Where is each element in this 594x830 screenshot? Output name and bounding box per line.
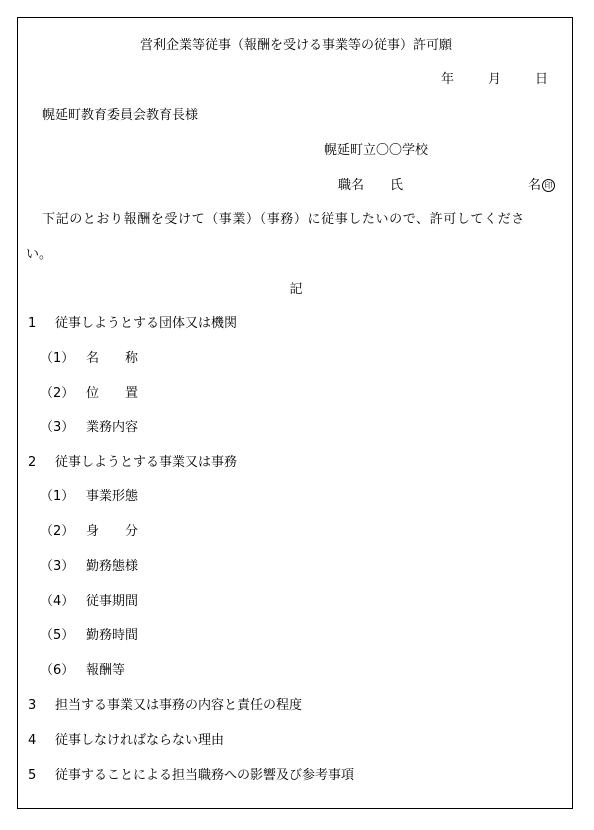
section-text: 担当する事業又は事務の内容と責任の程度: [55, 698, 303, 713]
section-item: [28, 698, 302, 714]
body-text-line-2: い。: [26, 247, 53, 262]
section-text: 従事しなければならない理由: [55, 733, 225, 748]
sub-text: 勤務態様: [86, 559, 139, 574]
sub-number: （5）: [40, 628, 75, 643]
signature-title-label: 職名 氏: [338, 178, 404, 193]
addressee: 幌延町教育委員会教育長様: [42, 108, 199, 123]
body-text-line-1: 下記のとおり報酬を受けて（事業）（事務）に従事したいので、許可してくださ: [42, 212, 525, 227]
sub-item: [40, 559, 138, 575]
sub-item: [40, 420, 138, 436]
section-item: [28, 768, 354, 784]
sub-item: [40, 489, 138, 505]
sub-number: （2）: [40, 386, 75, 401]
sub-number: （1）: [40, 489, 75, 504]
sub-text: 勤務時間: [86, 628, 139, 643]
school-name: 幌延町立〇〇学校: [324, 143, 429, 158]
sub-number: （3）: [40, 559, 75, 574]
signature-name-label: [528, 178, 555, 194]
sub-text: 業務内容: [86, 420, 139, 435]
sub-item: [40, 628, 138, 644]
date-day: 日: [534, 72, 548, 87]
sub-number: （1）: [40, 351, 75, 366]
sub-item: [40, 524, 138, 540]
section-text: 従事しようとする団体又は機関: [55, 316, 238, 331]
section-number: 4: [28, 733, 37, 748]
document-frame: [17, 17, 573, 809]
sub-text: 従事期間: [86, 594, 139, 609]
section-number: 5: [28, 768, 37, 783]
section-item: [28, 455, 237, 471]
sub-number: （6）: [40, 663, 75, 678]
sub-number: （4）: [40, 594, 75, 609]
section-number: 3: [28, 698, 37, 713]
sub-number: （2）: [40, 524, 75, 539]
sub-text: 位 置: [86, 386, 139, 401]
sub-text: 身 分: [86, 524, 139, 539]
sub-text: 報酬等: [86, 663, 126, 678]
sub-item: [40, 663, 125, 679]
section-item: [28, 316, 237, 332]
date-line: [441, 72, 548, 88]
date-year: 年: [440, 72, 454, 87]
sub-item: [40, 594, 138, 610]
section-number: 2: [28, 455, 37, 470]
ki-heading: 記: [289, 282, 303, 297]
sub-item: [40, 351, 138, 367]
section-text: 従事することによる担当職務への影響及び参考事項: [55, 768, 355, 783]
document-title: 営利企業等従事（報酬を受ける事業等の従事）許可願: [139, 38, 452, 53]
sub-item: [40, 386, 138, 402]
sub-text: 事業形態: [86, 489, 139, 504]
section-number: 1: [28, 316, 37, 331]
seal-icon: 印: [542, 179, 555, 192]
section-item: [28, 733, 224, 749]
name-label: 名: [528, 178, 542, 193]
sub-text: 名 称: [86, 351, 139, 366]
sub-number: （3）: [40, 420, 75, 435]
date-month: 月: [487, 72, 501, 87]
section-text: 従事しようとする事業又は事務: [55, 455, 238, 470]
